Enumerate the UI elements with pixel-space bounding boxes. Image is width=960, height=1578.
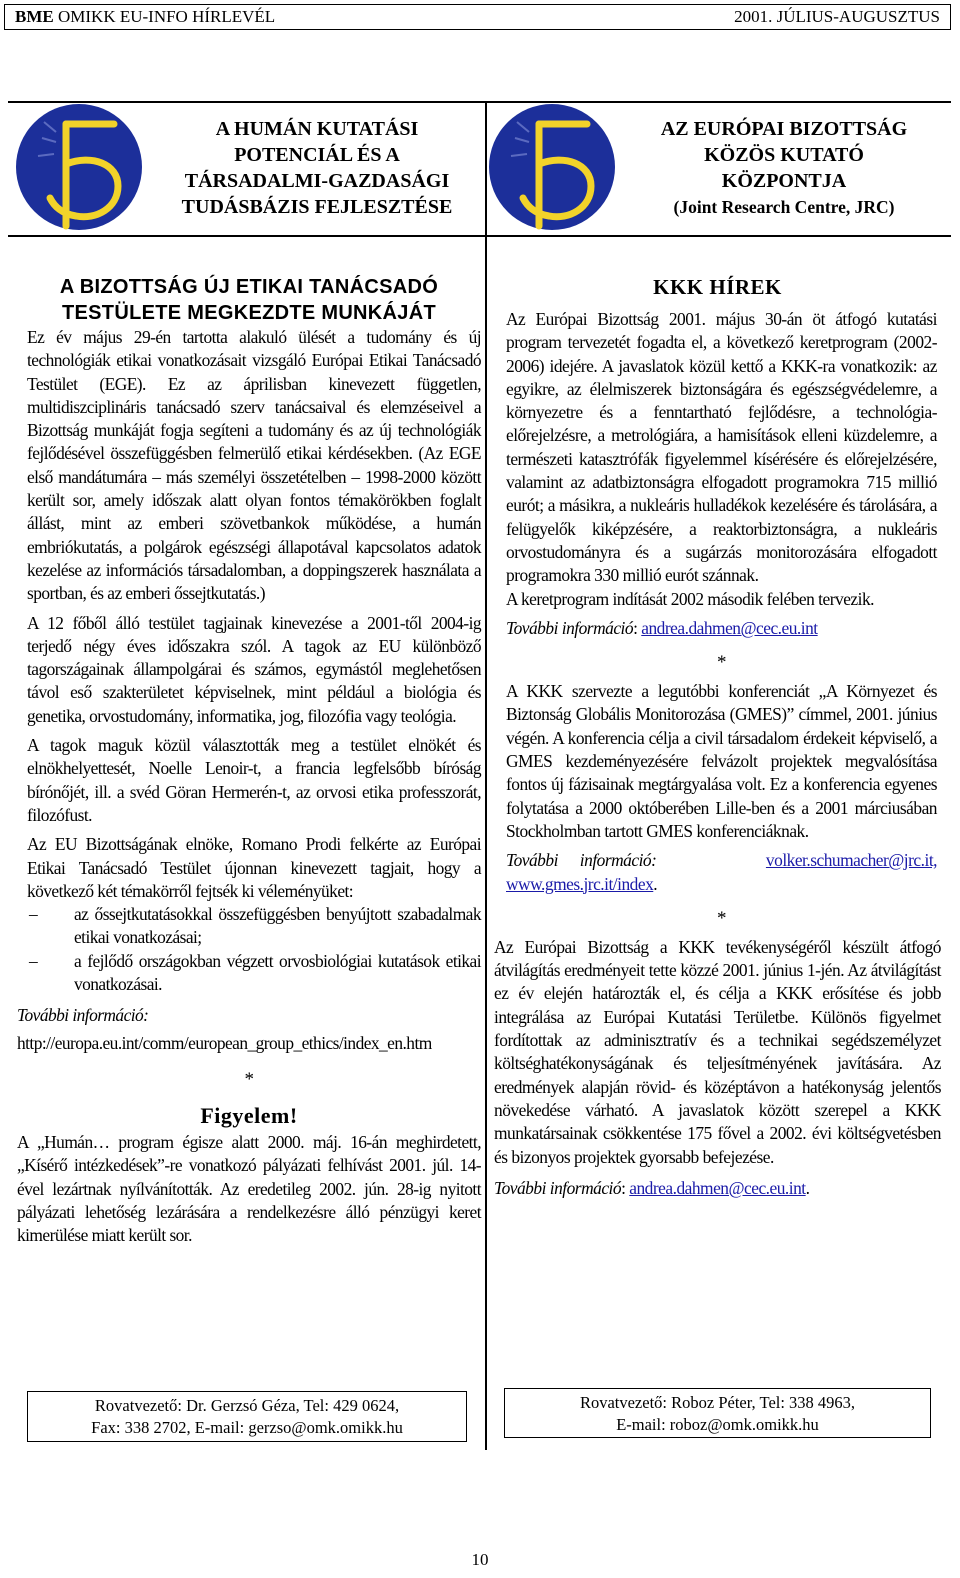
ethics-paragraph-4: Az EU Bizottságának elnöke, Romano Prodi felkérte az Európai Etikai Tanácsadó Testület újonnan kinevezett tagjait, hogy a következő két témakörről fejtsék ki véleményüket: — [27, 834, 481, 901]
ethics-article-title: A BIZOTTSÁG ÚJ ETIKAI TANÁCSADÓ TESTÜLETE MEGKEZDTE MUNKÁJÁT — [59, 276, 439, 324]
email-link[interactable]: volker.schumacher@jrc.it, — [765, 850, 937, 871]
left-column — [17, 274, 481, 1247]
kkk-paragraph-2: A keretprogram indítását 2002 második felében tervezik. — [506, 588, 875, 609]
left-banner-title: A HUMÁN KUTATÁSI POTENCIÁL ÉS A TÁRSADALMI-GAZDASÁGI TUDÁSBÁZIS FEJLESZTÉSE — [181, 118, 453, 218]
email-link[interactable]: andrea.dahmen@cec.eu.int — [629, 1177, 806, 1198]
issue-date: 2001. JÚLIUS-AUGUSZTUS — [734, 7, 940, 26]
email-link[interactable]: andrea.dahmen@cec.eu.int — [641, 617, 818, 638]
more-info-label: További információ: — [17, 1005, 149, 1026]
banner-top-rule — [8, 101, 951, 103]
newsletter-title: BME OMIKK EU-INFO HÍRLEVÉL — [15, 7, 276, 26]
ethics-paragraph-2: A 12 főből álló testület tagjainak kinevezése a 2001-től 2004-ig terjedő négy éves időszakra szól. A tagok az EU különböző tagországainak állampolgárai és számos, egymástól meglehetősen távol eső szakterületet képviselnek, mint például a biológia és genetika, orvostudomány, informatika, jog, filozófia vagy teológia. — [27, 612, 481, 726]
kkk-paragraph-1: Az Európai Bizottság 2001. május 30-án öt átfogó kutatási program tervezetét fogadta el, a következő keretprogram (2002-2006) idejére. A javaslatok közül kettő a KKK-ra vonatkozik: az egyikre, az élelmiszerek biztonságára és egészségvédelemre, a környezetre és a fenntartható fejlődésre, a technológia-előrejelzésre, a metrológiára, a hamisítások elleni küzdelemre, a természeti katasztrófák figyelemmel kísérésére és előrejelzésére, valamint az adatbiztonságra elfogadott programokra 715 millió eurót; a másikra, a nukleáris hulladékok kezelésére és tárolására, a felügyelők kiképzésére, a reaktorbiztonságra, a nukleáris orvostudományra és a sugárzás monitorozására elfogadott programokra 330 millió eurót szánnak. — [506, 309, 937, 586]
right-editor-box: Rovatvezető: Roboz Péter, Tel: 338 4963, E-mail: roboz@omk.omikk.hu — [504, 1388, 931, 1438]
banner-bottom-rule — [8, 235, 951, 237]
kkk-more-info-2: További információ: volker.schumacher@jrc.it, www.gmes.jrc.it/index. — [506, 850, 937, 894]
kkk-news-title: KKK HÍREK — [653, 275, 782, 299]
right-banner-title: AZ EURÓPAI BIZOTTSÁG KÖZÖS KUTATÓ KÖZPONTJA (Joint Research Centre, JRC) — [660, 118, 908, 217]
right-column — [494, 274, 941, 1200]
page-number: 10 — [471, 1550, 489, 1569]
separator-star: * — [717, 652, 726, 674]
kkk-paragraph-4: Az Európai Bizottság a KKK tevékenységéről készült átfogó átvilágítás eredményeit tette közzé 2001. június 1-jén. Az átvilágítást ez év elején határozták el, és célja a KKK erősítése és jobb integrálása az Európai Kutatási Területbe. Különös figyelmet fordítottak az adminisztratív és a technikai segédszemélyzet költséghatékonyságának és teljesítményének javítására. Az eredmények alapján rövid- és középtávon a hatékonyság jelentős növekedése várható. A javaslatok között szerepel a KKK munkatársainak csökkentése 175 fővel a 2002. évi költségvetésben és bizonyos projektek gyorsabb befejezése. — [494, 936, 941, 1167]
notice-title: Figyelem! — [200, 1102, 298, 1128]
column-divider — [485, 101, 487, 1450]
left-editor-box: Rovatvezető: Dr. Gerzsó Géza, Tel: 429 0624, Fax: 338 2702, E-mail: gerzso@omk.omikk.hu — [27, 1391, 467, 1442]
notice-paragraph: A „Humán… program égisze alatt 2000. máj. 16-án meghirdetett, „Kísérő intézkedések”-re vonatkozó pályázati felhívást 2001. júl. 14-ével lezártnak nyílvánították. Az eredetileg 2002. jún. 28-ig nyitott pályázati lehetőség lezárására a rendelkezésre álló pénzügyi keret kimerülése miatt került sor. — [17, 1131, 481, 1246]
kkk-more-info-3: További információ: andrea.dahmen@cec.eu.int. — [494, 1177, 810, 1198]
separator-star: * — [717, 907, 726, 929]
ethics-paragraph-1: Ez év május 29-én tartotta alakuló ülését a tudomány és új technológiák etikai vonatkozásait vizsgáló Európai Etikai Tanácsadó Testület (EGE). Ez az áprilisban kinevezett független, multidiszciplináris tanácsadó szerv tanácsaival és elemzéseivel a Bizottság munkáját fogja segíteni a tudomány és az új technológiák fejlődésével összefüggésben felmerülő etikai kérdésekben. (Az EGE első mandátumára – más személyi összetételben – 1998-2000 között került sor, amely időszak alatt olyan fontos témakörökben foglalt állást, mint az emberi szövetbankok működése, a humán embriókutatás, a polgárok egészségi állapotával kapcsolatos adatok kezelése az információs társadalomban, a doppingszerek használata a sportban, és az emberi őssejtkutatás.) — [27, 327, 481, 604]
ethics-url[interactable]: http://europa.eu.int/comm/european_group_ethics/index_en.htm — [17, 1032, 432, 1053]
website-link[interactable]: www.gmes.jrc.it/index — [506, 873, 654, 894]
program-logo-right — [487, 102, 617, 232]
kkk-more-info-1: További információ: andrea.dahmen@cec.eu.int — [506, 617, 818, 638]
kkk-paragraph-3: A KKK szervezte a legutóbbi konferenciát „A Környezet és Biztonság Globális Monitorozása (GMES)” címmel, 2001. június végén. A konferencia célja a civil társadalom érdekeit képviselő, a GMES kezdeményezésére felvázolt projektek megvalósítása fontos új fázisainak megtárgyalása volt. Ez a konferencia egyenes folytatása a 2000 októberében Lille-ben és a 2001 márciusában Stockholmban tartott GMES konferenciáknak. — [506, 681, 937, 841]
page-header — [4, 4, 951, 30]
ethics-paragraph-3: A tagok maguk közül választották meg a testület elnökét és elnökhelyettesét, Noelle Lenoir-t, a francia legfelsőbb bíróság bírónőjét, ill. a svéd Göran Hermerén-t, az orvosi etika professzorát, filozófust. — [27, 735, 481, 825]
separator-star: * — [244, 1068, 254, 1090]
program-logo-left — [14, 102, 144, 232]
list-item: – a fejlődő országokban végzett orvosbiológiai kutatások etikai vonatkozásai. — [29, 950, 481, 995]
list-item: – az őssejtkutatásokkal összefüggésben benyújtott szabadalmak etikai vonatkozásai; — [29, 904, 481, 948]
